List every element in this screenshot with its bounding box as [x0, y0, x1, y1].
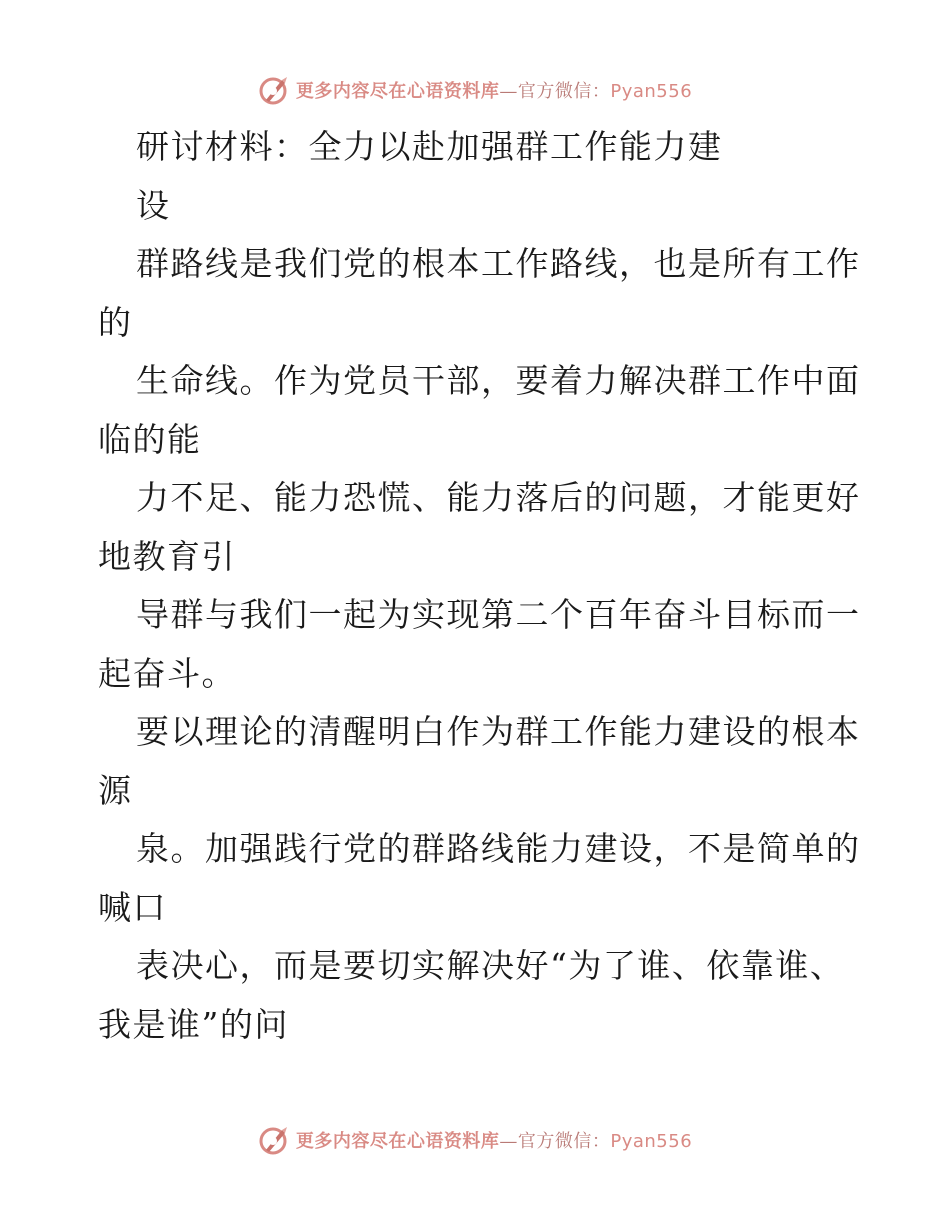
text-line: 要以理论的清醒明白作为群工作能力建设的根本 — [136, 712, 861, 751]
banner-wechat-label: 官方微信： — [517, 1131, 611, 1152]
footer-banner — [0, 1120, 950, 1160]
text-line: 群路线是我们党的根本工作路线，也是所有工作 — [136, 244, 861, 283]
text-line: 导群与我们一起为实现第二个百年奋斗目标而一 — [136, 595, 861, 634]
document-body — [0, 118, 950, 1054]
banner-dash: — — [499, 81, 518, 102]
text-line: 起奋斗。 — [98, 653, 236, 693]
text-line: 的 — [98, 302, 133, 342]
text-line: 表决心，而是要切实解决好“为了谁、依靠谁、 — [136, 946, 845, 985]
text-line: 地教育引 — [98, 536, 236, 576]
text-line: 生命线。作为党员干部，要着力解决群工作中面 — [136, 361, 861, 400]
banner-dash: — — [499, 1131, 518, 1152]
banner-wechat-id: Pyan556 — [610, 81, 693, 102]
quill-logo-icon — [258, 74, 290, 106]
text-line: 力不足、能力恐慌、能力落后的问题，才能更好 — [136, 478, 861, 517]
text-line: 喊口 — [98, 887, 167, 927]
quill-logo-icon — [258, 1124, 290, 1156]
document-title: 研讨材料：全力以赴加强群工作能力建 — [136, 127, 723, 166]
text-line: 我是谁”的问 — [98, 1004, 289, 1044]
text-line: 临的能 — [98, 419, 202, 459]
banner-wechat-id: Pyan556 — [610, 1131, 693, 1152]
banner-site-name: 更多内容尽在心语资料库 — [295, 81, 500, 102]
banner-site-name: 更多内容尽在心语资料库 — [295, 1131, 500, 1152]
header-banner — [0, 70, 950, 110]
text-line: 泉。加强践行党的群路线能力建设，不是简单的 — [136, 829, 861, 868]
banner-wechat-label: 官方微信： — [517, 81, 611, 102]
document-title-continued: 设 — [136, 185, 171, 225]
text-line: 源 — [98, 770, 133, 810]
